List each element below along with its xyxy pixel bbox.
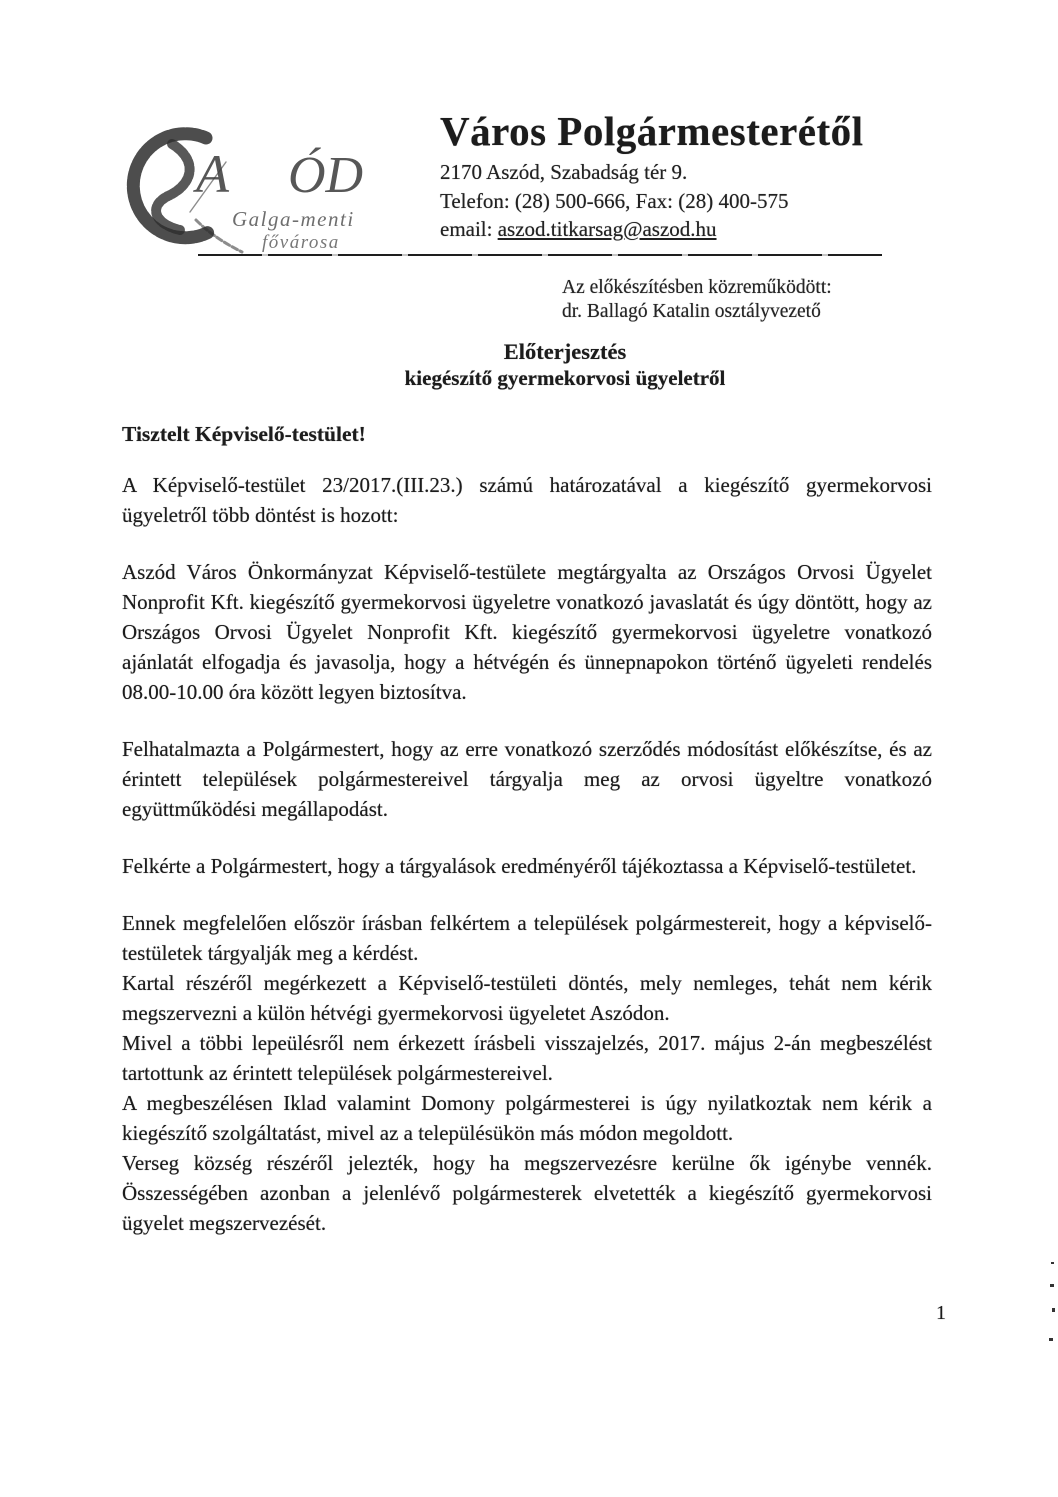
logo-swirl-inner [156,144,190,230]
body-paragraph: Verseg község részéről jelezték, hogy ha megszervezésre kerülne ők igénybe vennék. Összességében azonban a jelenlévő polgármesterek elvetették a kiegészítő gyermekorvosi ügyelet megszervezését. [122,1151,932,1235]
body-paragraph: A Képviselő-testület 23/2017.(III.23.) számú határozatával a kiegészítő gyermekorvosi ügyeletről több döntést is hozott: [122,473,932,527]
body-paragraph: Felkérte a Polgármestert, hogy a tárgyalások eredményéről tájékoztassa a Képviselő-testületet. [122,854,917,878]
logo-script-line2: fővárosa [262,232,340,253]
letterhead-email-line [440,215,960,244]
scan-artifact [1049,1338,1053,1341]
prepared-by-label: Az előkészítésben közreműködött: [562,277,832,298]
scan-artifact [1050,1284,1054,1287]
body-paragraph: Kartal részéről megérkezett a Képviselő-testületi döntés, mely nemleges, tehát nem kérik megszervezni a külön hétvégi gyermekorvosi ügyeletet Aszódon. [122,971,932,1025]
body-paragraph: Ennek megfelelően először írásban felkértem a települések polgármestereit, hogy a képviselő-testületek tárgyalják meg a kérdést. [122,911,932,965]
email-label: email: [440,217,498,241]
letterhead-phone-fax: Telefon: (28) 500-666, Fax: (28) 400-575 [440,188,789,213]
letterhead-divider [198,254,882,256]
salutation: Tisztelt Képviselő-testület! [122,422,366,446]
subject-title: Előterjesztés [503,339,627,364]
scan-artifact [1051,1262,1054,1264]
logo-script-line1: Galga-menti [232,207,355,231]
document-body [122,470,932,1238]
letterhead-contact [440,158,960,244]
prepared-by-block [562,276,832,324]
prepared-by-name: dr. Ballagó Katalin osztályvezető [562,301,821,322]
body-paragraph: Aszód Város Önkormányzat Képviselő-testülete megtárgyalta az Országos Orvosi Ügyelet Nonprofit Kft. kiegészítő gyermekorvosi ügyeletre vonatkozó javaslatát és úgy döntött, hogy az Országos Orvosi Ügyelet Nonprofit Kft. kiegészítő gyermekorvosi ügyeletre vonatkozó ajánlatát elfogadja és javasolja, hogy a hétvégén és ünnepnapokon történő ügyeleti rendelés 08.00-10.00 óra között legyen biztosítva. [122,560,932,704]
body-paragraph: Felhatalmazta a Polgármestert, hogy az erre vonatkozó szerződés módosítást előkészítse, és az érintett települések polgármestereivel tárgyalja meg az orvosi ügyeltre vonatkozó együttműködési megállapodást. [122,737,932,821]
letterhead [440,108,960,244]
logo-letter-a: A [196,144,229,204]
letterhead-title: Város Polgármesterétől [440,108,864,154]
body-paragraph: Mivel a többi lepeülésről nem érkezett írásbeli visszajelzés, 2017. május 2-án megbeszélést tartottunk az érintett települések polgármestereivel. [122,1031,932,1085]
subject-block [72,338,1058,391]
email-address: aszod.titkarsag@aszod.hu [497,217,717,241]
body-paragraph: A megbeszélésen Iklad valamint Domony polgármesterei is úgy nyilatkoztak nem kérik a kiegészítő szolgáltatást, mivel az a településükön más módon megoldott. [122,1091,932,1145]
subject-subtitle: kiegészítő gyermekorvosi ügyeletről [404,366,726,390]
page-number: 1 [936,1302,946,1324]
scan-artifact [1052,1308,1055,1312]
logo-letters-od: ÓD [288,147,364,204]
city-logo [110,116,366,258]
letterhead-address: 2170 Aszód, Szabadság tér 9. [440,160,688,184]
